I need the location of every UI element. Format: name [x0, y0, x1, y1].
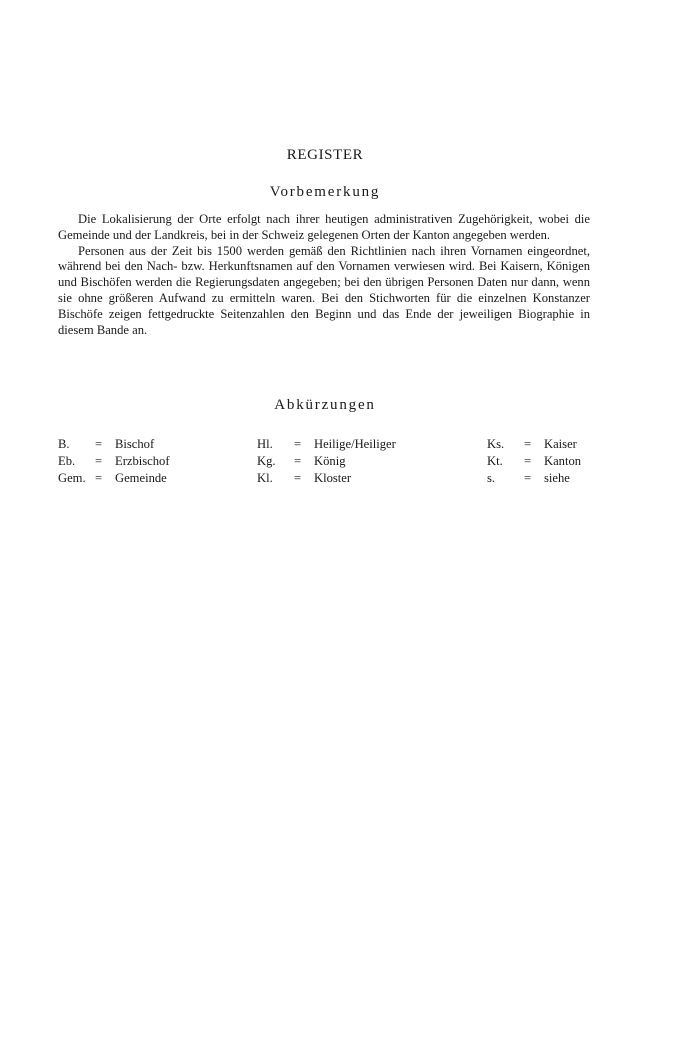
- abbreviation-row: [487, 470, 581, 487]
- equals-sign: =: [95, 437, 103, 451]
- abbreviation-key: B.: [58, 437, 70, 451]
- abbreviation-row: [58, 453, 170, 470]
- equals-sign: =: [95, 454, 103, 468]
- abbreviation-row: [257, 436, 396, 453]
- abbreviation-row: [487, 436, 581, 453]
- vorbemerkung-body: [58, 212, 590, 338]
- abbreviation-meaning: Erzbischof: [115, 454, 170, 468]
- abbreviation-row: [257, 453, 396, 470]
- abbreviation-row: [487, 453, 581, 470]
- abbreviation-meaning: Kaiser: [544, 437, 577, 451]
- equals-sign: =: [524, 454, 532, 468]
- section-title-vorbemerkung: Vorbemerkung: [269, 184, 381, 200]
- abbreviation-row: [58, 436, 170, 453]
- equals-sign: =: [524, 437, 532, 451]
- equals-sign: =: [294, 454, 302, 468]
- abbreviation-key: Kg.: [257, 454, 276, 468]
- abbreviation-key: Ks.: [487, 437, 505, 451]
- paragraph: Personen aus der Zeit bis 1500 werden gemäß den Richtlinien nach ihren Vornamen eingeordnet, während bei den Nach- bzw. Herkunftsnamen auf den Vornamen verwiesen wird. Bei Kaisern, Königen und Bischöfen werden die Regierungsdaten angegeben; bei den übrigen Personen Daten nur dann, wenn sie ohne größeren Aufwand zu ermitteln waren. Bei den Stichworten für die einzelnen Konstanzer Bischöfe zeigen fettgedruckte Seitenzahlen den Beginn und das Ende der jeweiligen Biographie in diesem Bande an.: [58, 243, 590, 337]
- equals-sign: =: [95, 471, 103, 485]
- section-title-abkuerzungen: Abkürzungen: [274, 397, 376, 413]
- page-title: REGISTER: [286, 147, 364, 163]
- abbreviation-key: Kl.: [257, 471, 273, 485]
- equals-sign: =: [524, 471, 532, 485]
- abbreviation-column-2: [257, 436, 396, 487]
- equals-sign: =: [294, 437, 302, 451]
- abbreviation-key: s.: [487, 471, 496, 485]
- abbreviation-meaning: siehe: [544, 471, 570, 485]
- abbreviation-column-1: [58, 436, 170, 487]
- abbreviation-meaning: Heilige/Heiliger: [314, 437, 396, 451]
- equals-sign: =: [294, 471, 302, 485]
- abbreviation-key: Hl.: [257, 437, 273, 451]
- abbreviation-meaning: Kloster: [314, 471, 352, 485]
- abbreviation-row: [257, 470, 396, 487]
- paragraph: Die Lokalisierung der Orte erfolgt nach ihrer heutigen administrativen Zugehörigkeit, wobei die Gemeinde und der Landkreis, bei in der Schweiz gelegenen Orten der Kanton angegeben werden.: [58, 212, 590, 242]
- abbreviation-meaning: Kanton: [544, 454, 582, 468]
- abbreviation-column-3: [487, 436, 581, 487]
- abbreviation-key: Gem.: [58, 471, 86, 485]
- abbreviation-row: [58, 470, 170, 487]
- abbreviation-meaning: König: [314, 454, 346, 468]
- abbreviation-meaning: Bischof: [115, 437, 155, 451]
- abbreviation-key: Eb.: [58, 454, 76, 468]
- abbreviation-meaning: Gemeinde: [115, 471, 167, 485]
- abbreviation-key: Kt.: [487, 454, 503, 468]
